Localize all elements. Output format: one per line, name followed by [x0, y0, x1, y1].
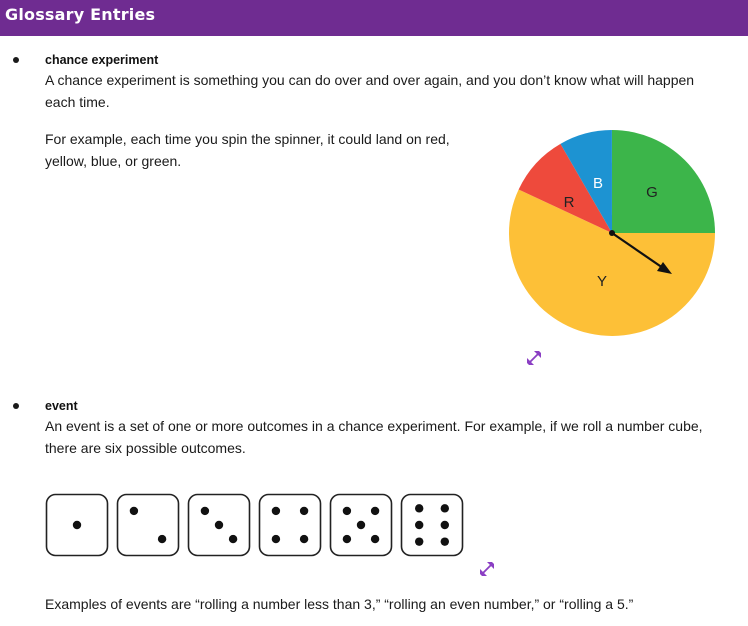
- die-pip: [272, 507, 280, 515]
- spinner-label-g: G: [646, 184, 658, 201]
- expand-diagonal-icon[interactable]: [525, 349, 543, 367]
- die-pip: [130, 507, 138, 515]
- die-pip: [371, 507, 379, 515]
- spinner-diagram: [505, 126, 719, 340]
- die-pip: [371, 535, 379, 543]
- die-pip: [229, 535, 237, 543]
- die-pip: [300, 507, 308, 515]
- die-face-1: [45, 493, 109, 557]
- die-pip: [415, 504, 423, 512]
- spinner-label-b: B: [592, 175, 604, 192]
- die-face-3: [187, 493, 251, 557]
- example-chance-experiment: For example, each time you spin the spinner, it could land on red, yellow, blue, or green.: [45, 131, 450, 169]
- example-event: Examples of events are “rolling a number less than 3,” “rolling an even number,” or “rolling a 5.”: [45, 596, 634, 612]
- die-pip: [441, 504, 449, 512]
- die-pip: [300, 535, 308, 543]
- die-pip: [441, 537, 449, 545]
- die-face-4: [258, 493, 322, 557]
- die-pip: [441, 521, 449, 529]
- die-face-5: [329, 493, 393, 557]
- glossary-term-event: event: [45, 399, 78, 413]
- bullet-icon: [13, 403, 19, 409]
- die-pip: [272, 535, 280, 543]
- definition-chance-experiment: A chance experiment is something you can do over and over again, and you don’t know what will happen each time.: [45, 72, 695, 110]
- spinner-sector-g: [612, 130, 715, 233]
- die-pip: [415, 537, 423, 545]
- die-pip: [415, 521, 423, 529]
- die-pip: [215, 521, 223, 529]
- bullet-icon: [13, 57, 19, 63]
- die-pip: [343, 507, 351, 515]
- die-pip: [357, 521, 365, 529]
- die-pip: [201, 507, 209, 515]
- glossary-header: [0, 0, 748, 36]
- expand-diagonal-icon[interactable]: [478, 560, 496, 578]
- spinner-label-y: Y: [596, 273, 608, 290]
- die-pip: [158, 535, 166, 543]
- glossary-term-chance-experiment: chance experiment: [45, 53, 159, 67]
- die-pip: [343, 535, 351, 543]
- page-title: Glossary Entries: [5, 5, 156, 24]
- spinner-label-r: R: [563, 194, 575, 211]
- die-face-6: [400, 493, 464, 557]
- die-pip: [73, 521, 81, 529]
- die-face-2: [116, 493, 180, 557]
- definition-event: An event is a set of one or more outcomes in a chance experiment. For example, if we roll a number cube, there are six possible outcomes.: [45, 418, 703, 456]
- spinner-center: [609, 230, 615, 236]
